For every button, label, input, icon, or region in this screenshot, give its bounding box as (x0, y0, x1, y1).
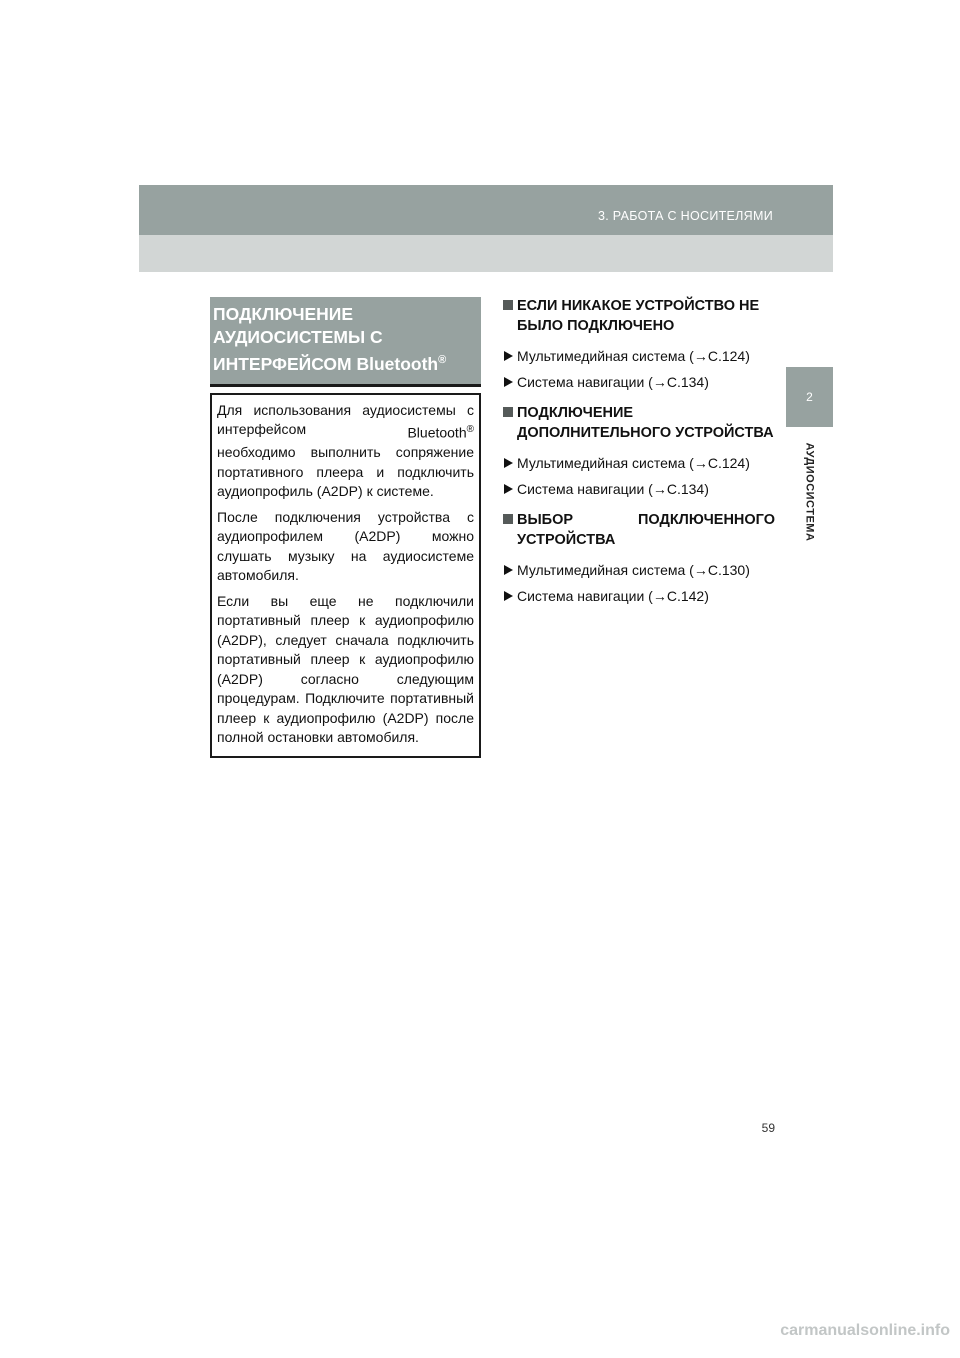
section-heading (503, 403, 775, 443)
registered-mark: ® (466, 424, 474, 436)
chapter-tab (786, 367, 833, 427)
section-heading (503, 296, 775, 336)
info-paragraph-2: После подключения устройства с аудиопрофилем (A2DP) можно слушать музыку на аудиосистеме автомобиля. (217, 508, 474, 584)
chapter-label: АУДИОСИСТЕМА (803, 442, 816, 542)
square-bullet-icon (503, 300, 513, 310)
page-number: 59 (761, 1121, 775, 1135)
triangle-bullet-icon (504, 484, 513, 494)
reference-item (503, 454, 775, 472)
section-heading-text: ПОДКЛЮЧЕНИЕ ДОПОЛНИТЕЛЬНОГО УСТРОЙСТВА (517, 405, 774, 441)
chapter-number: 2 (806, 390, 813, 404)
reference-item (503, 561, 775, 579)
reference-item (503, 373, 775, 391)
chapter-label-container (787, 432, 832, 552)
left-column (210, 297, 481, 758)
box-title-text: ИНТЕРФЕЙСОМ Bluetooth (213, 353, 439, 374)
box-title-line: АУДИОСИСТЕМЫ С (213, 327, 383, 347)
info-paragraph-3: Если вы еще не подключили портативный плеер к аудиопрофилю (A2DP), следует сначала подключить портативный плеер к аудиопрофилю (A2DP) согласно следующим процедурам. Подключите портативный плеер к аудиопрофилю (A2DP) после полной остановки автомобиля. (217, 592, 474, 746)
registered-mark: ® (438, 354, 447, 366)
reference-item (503, 587, 775, 605)
section-heading-text: ЕСЛИ НИКАКОЕ УСТРОЙСТВО НЕ БЫЛО ПОДКЛЮЧЕНО (517, 298, 760, 334)
section-heading-text: ВЫБОР ПОДКЛЮЧЕННОГО (517, 512, 775, 528)
info-text: необходимо выполнить сопряжение портативного плеера и подключить аудиопрофиль (A2DP) к системе. (217, 444, 474, 500)
box-title (210, 297, 481, 387)
reference-text: Мультимедийная система (→С.124) (517, 348, 750, 364)
section-additional-device (503, 403, 775, 498)
square-bullet-icon (503, 407, 513, 417)
triangle-bullet-icon (504, 591, 513, 601)
info-line: Для использования аудиосистемы с (217, 401, 474, 418)
reference-item (503, 347, 775, 365)
reference-item (503, 480, 775, 498)
info-word: интерфейсом (217, 421, 307, 438)
reference-text: Мультимедийная система (→С.130) (517, 562, 750, 578)
right-column (503, 296, 775, 617)
info-word (407, 420, 474, 443)
header-subbar (139, 235, 833, 272)
watermark: carmanualsonline.info (780, 1322, 950, 1339)
reference-text: Мультимедийная система (→С.124) (517, 455, 750, 471)
triangle-bullet-icon (504, 458, 513, 468)
info-paragraph-1 (217, 401, 474, 502)
reference-text: Система навигации (→С.134) (517, 374, 709, 390)
header-bar (139, 185, 833, 235)
info-line (217, 420, 474, 443)
section-title: 3. РАБОТА С НОСИТЕЛЯМИ (597, 209, 773, 223)
triangle-bullet-icon (504, 377, 513, 387)
section-no-device (503, 296, 775, 391)
section-select-device (503, 510, 775, 605)
triangle-bullet-icon (504, 351, 513, 361)
triangle-bullet-icon (504, 565, 513, 575)
reference-text: Система навигации (→С.134) (517, 481, 709, 497)
info-word-text: Bluetooth (407, 424, 467, 441)
box-title-line (213, 349, 477, 376)
box-title-line: ПОДКЛЮЧЕНИЕ (213, 304, 354, 324)
section-heading-text: УСТРОЙСТВА (517, 532, 616, 548)
square-bullet-icon (503, 514, 513, 524)
info-box (210, 393, 481, 758)
reference-text: Система навигации (→С.142) (517, 588, 709, 604)
section-heading (503, 510, 775, 550)
